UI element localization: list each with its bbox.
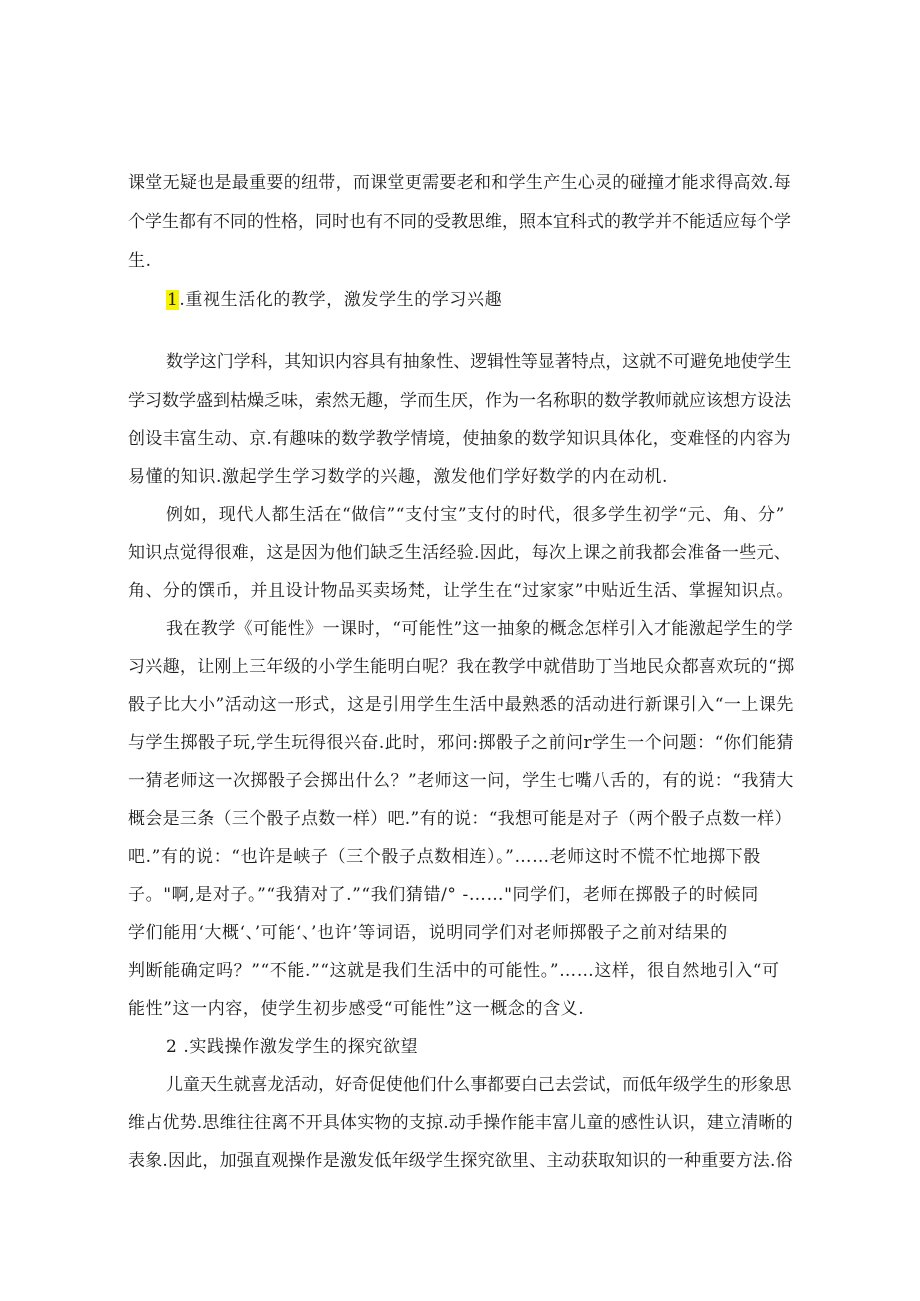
- section-heading-1: [166, 289, 502, 311]
- para3-line-10: 判断能确定吗？”“不能.”“这就是我们生活中的可能性。”……这样，很自然地引入“可: [128, 961, 780, 981]
- para4-line-1: 儿童天生就喜龙活动，好奇促使他们什么事都要白己去尝试，而低年级学生的形象思: [166, 1075, 792, 1095]
- para3-line-11: 能性”这一内容，使学生初步感受“可能性”这一概念的含义.: [128, 999, 585, 1019]
- para3-line-5: 一猜老师这一次掷骰子会掷出什么？”老师这一问，学生七嘴八舌的，有的说：“我猜大: [128, 771, 794, 791]
- para1-line-3: 创设丰富生动、京.有趣味的数学教学情境，使抽象的数学知识具体化，变难怪的内容为: [128, 429, 792, 449]
- para4-line-3: 表象.因此，加强直观操作是激发低年级学生探究欲里、主动获取知识的一种重要方法.俗: [128, 1151, 793, 1171]
- para1-line-4: 易懂的知识.激起学生学习数学的兴趣，激发他们学好数学的内在动机.: [128, 467, 669, 487]
- para3-line-3: 骰子比大小”活动这一形式，这是引用学生生活中最熟悉的活动进行新课引入“一上课先: [128, 695, 794, 715]
- para2-line-2: 知识点觉得很难，这是因为他们缺乏生活经验.因此，每次上课之前我都会准备一些元、: [128, 543, 792, 563]
- para1-line-2: 学习数学盛到枯燥乏味，索然无趣，学而生厌，作为一名称职的数学教师就应该想方设法: [128, 391, 791, 411]
- para3-line-1: 我在教学《可能性》一课时，“可能性”这一抽象的概念怎样引入才能激起学生的学: [166, 619, 794, 639]
- para2-line-3: 角、分的馔币，并且设计物品买卖场梵，让学生在“过家家”中贴近生活、掌握知识点。: [128, 581, 794, 601]
- para3-line-9: 学们能用‘大概‘、’可能‘、’也许’等词语，说明同学们对老师掷骰子之前对结果的: [128, 923, 728, 943]
- para3-line-4: 与学生掷骰子玩,学生玩得很兴奋.此时，邪问:掷骰子之前问r学生一个问题：“你们能猜: [128, 733, 794, 753]
- para4-line-2: 维占优势.思维往往离不开具体实物的支掠.动手操作能丰富儿童的感性认识，建立清晰的: [128, 1113, 793, 1133]
- para3-line-7: 吧.”有的说：“也许是峡子（三个骰子点数相连）。”……老师这时不慌不忙地掷下骰: [128, 847, 761, 867]
- para3-line-6: 概会是三条（三个骰子点数一样）吧.”有的说：“我想可能是对子（两个骰子点数一样）: [128, 809, 792, 829]
- para3-line-8: 子。"啊,是对子。”“我猜对了.”“我们猜错/° -……"同学们，老师在掷骰子的时候同: [128, 885, 759, 905]
- para3-line-2: 习兴趣，让刚上三年级的小学生能明白呢？我在教学中就借助丁当地民众都喜欢玩的“掷: [128, 657, 795, 677]
- intro-line-2: 个学生都有不同的性格，同时也有不同的受教思维，照本宜科式的教学并不能适应每个学: [128, 212, 791, 232]
- para1-line-1: 数学这门学科，其知识内容具有抽象性、逻辑性等显著特点，这就不可避免地使学生: [166, 352, 792, 372]
- intro-line-1: 课堂无疑也是最重要的纽带，而课堂更需要老和和学生产生心灵的碰撞才能求得高效.每: [128, 173, 792, 193]
- section-heading-2: 2 .实践操作激发学生的探究欲望: [166, 1037, 419, 1057]
- section-title: .重视生活化的教学，激发学生的学习兴趣: [179, 290, 503, 310]
- intro-line-3: 生.: [128, 251, 152, 271]
- section-number-highlight: 1: [167, 290, 179, 310]
- para2-line-1: 例如，现代人都生活在“做信”“支付宝”支付的时代，很多学生初学“元、角、分”: [166, 505, 785, 525]
